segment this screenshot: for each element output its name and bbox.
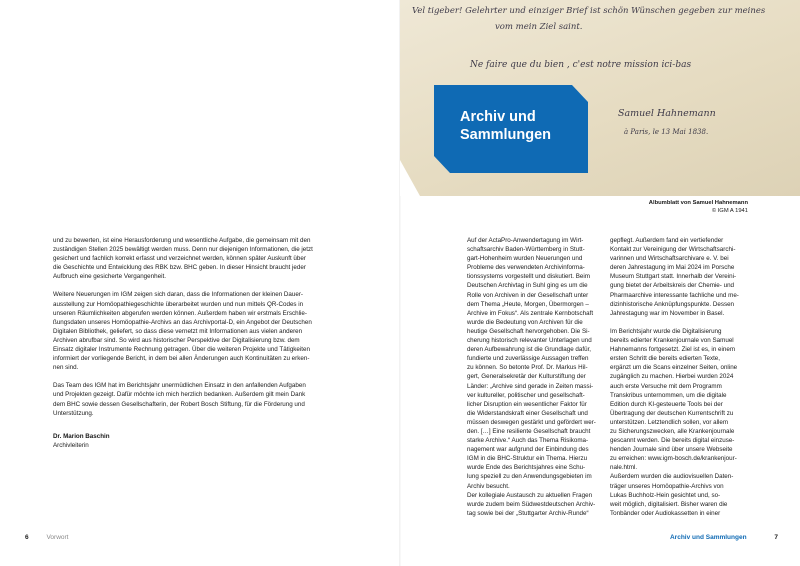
signature-role: Archivleiterin bbox=[53, 441, 89, 449]
right-column-1: Auf der ActaPro-Anwendertagung im Wirt- schaftsarchiv Baden-Württemberg in Stutt- gart-Hohenheim wurden Neuerungen und Probleme des verwendeten Archivinforma- tionssystems vorgestellt und diskutiert. Beim Deutschen Archivtag in Suhl ging es um die Rolle von Archiven in der Gesellschaft unter dem Thema „Heute, Morgen, Übermorgen – Archive im Fokus“. Als zentrale Kernbotschaft wurde die Bedeutung von Archiven für die heutige Gesellschaft hervorgehoben. Die Si- cherung historisch relevanter Unterlagen und deren Aufbewahrung ist die Grundlage dafür, fundierte und zuverlässige Aussagen treffen zu können. So betonte Prof. Dr. Markus Hil- gert, Generalsekretär der Kulturstiftung der Länder: „Archive sind gerade in Zeiten massi- ver kultureller, politischer und gesellschaft- licher Disruption ein wesentlicher Faktor für die Widerstandskraft einer Gesellschaft und müssen deswegen gestärkt und gefördert wer- den. […] Eine resiliente Gesellschaft braucht starke Archive.“ Auch das Thema Risikoma- nagement war aufgrund der Einbindung des IGM in die BHC-Struktur ein Thema. Hierzu wurde Ende des Berichtsjahres eine Schu- lung speziell zu den Anwendungsgebieten im Archiv besucht. Der kollegiale Austausch zu aktuellen Fragen wurde zudem beim Südwestdeutschen Archiv- tag sowie bei der „Stuttgarter Archiv-Runde“ bbox=[467, 237, 596, 517]
page-number: 7 bbox=[774, 534, 778, 541]
page-number: 6 bbox=[25, 534, 29, 541]
caption-credit: © IGM A 1941 bbox=[711, 207, 748, 214]
left-footer bbox=[25, 534, 68, 541]
right-column-2: gepflegt. Außerdem fand ein vertiefender Kontakt zur Vereinigung der Wirtschaftsarchi- varinnen und Wirtschaftsarchivare e. V. bei deren Jahrestagung im Mai 2024 im Porsche Museum Stuttgart statt. Innerhalb der Vereini- gung bietet der Arbeitskreis der Chemie- und Pharmaarchive interessante fachliche und me- dizinhistorische Anknüpfungspunkte. Dessen Jahrestagung war im November in Basel. Im Berichtsjahr wurde die Digitalisierung bereits edierter Krankenjournale von Samuel Hahnemanns fortgesetzt. Ziel ist es, in einem ersten Schritt die bereits edierten Texte, ergänzt um die Scans einzelner Seiten, online zugänglich zu machen. Hierbei wurden 2024 auch erste Versuche mit dem Programm Transkribus unternommen, um die digitale Edition durch KI-gesteuerte Tools bei der Übertragung der deutschen Kurrentschrift zu unterstützen. Letztendlich sollen, vor allem zu Sicherungszwecken, alle Krankenjournale gescannt werden. Die bereits digital einzuse- henden Journale sind über unsere Webseite zu erreichen: www.igm-bosch.de/krankenjour- nale.html. Außerdem wurden die audiovisuellen Daten- träger unseres Homöopathie-Archivs von Lukas Buchholz-Hein gesichtet und, so- weit möglich, digitalisiert. Bisher waren die Tonbänder oder Audiokassetten in einer bbox=[610, 237, 739, 517]
handwriting-line: vom mein Ziel saint. bbox=[495, 22, 583, 32]
handwriting-line: Ne faire que du bien , c'est notre mission ici-bas bbox=[470, 60, 692, 70]
section-title: Archiv und Sammlungen bbox=[460, 109, 552, 143]
handwriting-line: à Paris, le 13 Mai 1838. bbox=[624, 128, 709, 136]
paragraph: Das Team des IGM hat im Berichtsjahr unermüdlichen Einsatz in den anfallenden Aufgaben und Projekten gezeigt. Dafür möchte ich mich herzlich bedanken. Außerdem gilt mein Dank dem BHC sowie dessen Gesellschafterin, der Robert Bosch Stiftung, für die Förderung und Unterstützung. bbox=[53, 382, 306, 417]
handwriting-line: Vel tigeber! Gelehrter und einziger Brief ist schön Wünschen gegeben zur meines bbox=[412, 6, 766, 16]
left-body-text bbox=[53, 236, 373, 450]
signature bbox=[53, 432, 373, 450]
paragraph: Weitere Neuerungen im IGM zeigen sich daran, dass die Informationen der kleinen Dauer- ausstellung zur Homöopathiegeschichte überarbeitet wurden und nun mittels QR-Codes in unseren Räumlichkeiten abgerufen werden können. Außerdem haben wir erstmals Erschlie- ßungsdaten unseres Homöopathie-Archivs an das Archivportal-D, ein Angebot der Deutschen Digitalen Bibliothek, geliefert, so dass diese vernetzt mit Informationen aus vielen anderen Archiven abrufbar sind. So wird aus historischer Perspektive der Digitalisierung bzw. dem Einsatz digitaler Instrumente Rechnung getragen. Über die weiteren Projekte und Tätigkeiten informiert der vorliegende Bericht, in dem bei allen Änderungen auch Kontinuitäten zu erken- nen sind. bbox=[53, 291, 312, 372]
paragraph: und zu bewerten, ist eine Herausforderung und wesentliche Aufgabe, die gemeinsam mit den zuständigen Stellen 2025 bewältigt werden muss. Denn nur diejenigen Informationen, die jetzt gesichert und fachlich korrekt erfasst und verzeichnet werden, können später Auskunft über die Geschichte und Entwicklung des RBK bzw. BHC geben. In dieser Hinsicht braucht jeder Aufbruch eine gesicherte Vergangenheit. bbox=[53, 237, 313, 281]
caption-title: Albumblatt von Samuel Hahnemann bbox=[648, 200, 748, 206]
footer-section: Vorwort bbox=[46, 534, 69, 541]
footer-section: Archiv und Sammlungen bbox=[669, 534, 747, 541]
handwriting-line: Samuel Hahnemann bbox=[618, 108, 716, 119]
image-caption bbox=[649, 200, 748, 215]
signature-name: Dr. Marion Baschin bbox=[53, 432, 110, 440]
right-footer bbox=[670, 534, 778, 541]
